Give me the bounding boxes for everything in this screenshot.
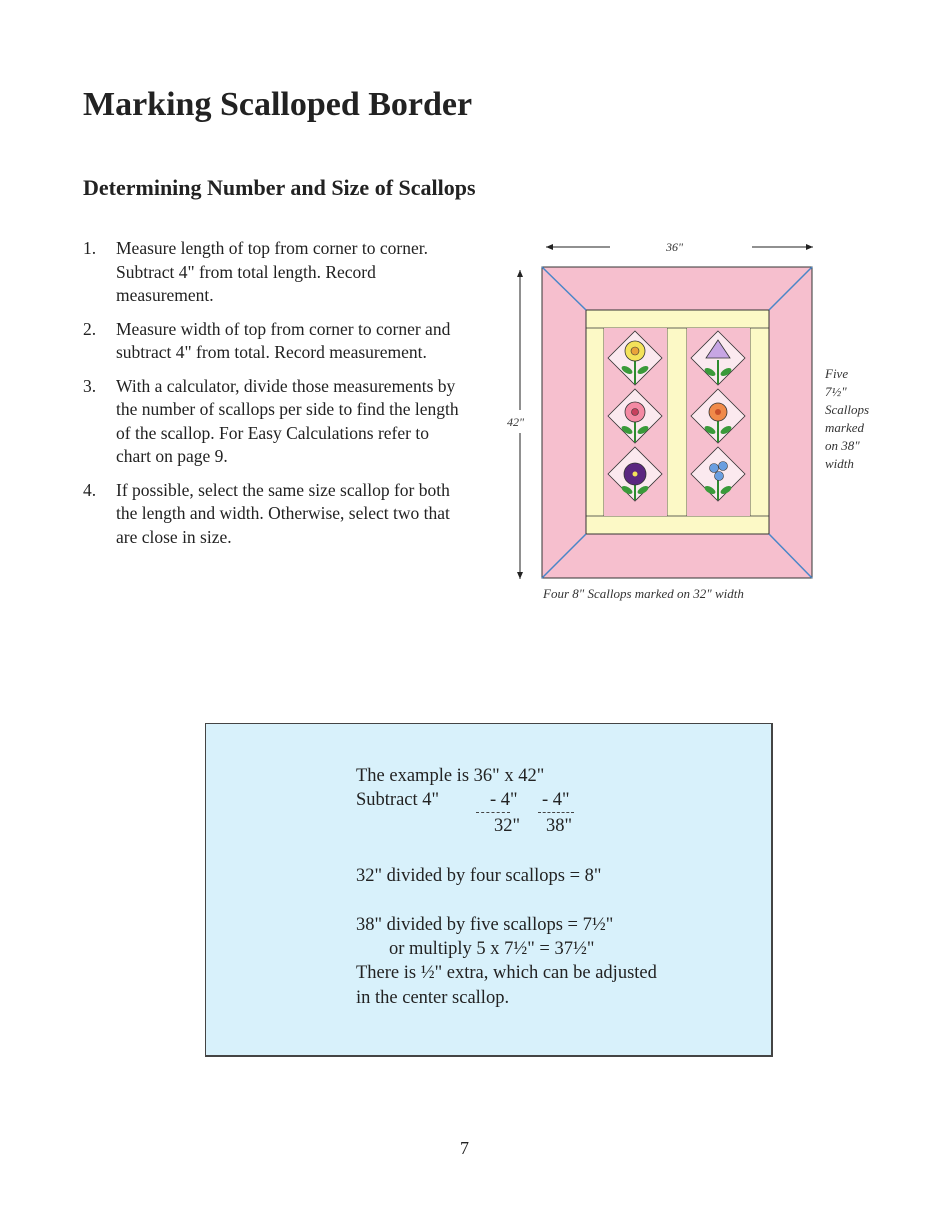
example-subtract-b: - 4" <box>542 790 570 810</box>
example-result-a: 32" <box>494 816 521 836</box>
side-note-line: Five <box>825 366 849 381</box>
side-note-line: width <box>825 456 854 471</box>
step-text: Measure width of top from corner to corner and subtract 4" from total. Record measurement. <box>116 318 451 362</box>
example-result-b: 38" <box>546 816 573 836</box>
quilt-diagram <box>500 235 880 585</box>
example-line: The example is 36" x 42" <box>356 766 545 786</box>
step-item <box>83 318 468 365</box>
example-subtract-a: - 4" <box>490 790 518 810</box>
side-note-line: 7½" <box>825 384 847 399</box>
page-number: 7 <box>460 1138 469 1158</box>
diagram-caption: Four 8" Scallops marked on 32" width <box>543 586 744 601</box>
step-item <box>83 237 468 308</box>
side-note-line: on 38" <box>825 438 860 453</box>
underline-a <box>476 812 510 813</box>
step-item <box>83 479 468 550</box>
example-box <box>205 723 773 1057</box>
step-item <box>83 375 468 469</box>
step-number: 1. <box>83 238 97 258</box>
example-subtract-label: Subtract 4" <box>356 790 440 810</box>
height-label: 42" <box>507 415 525 429</box>
side-note <box>825 365 885 473</box>
example-line: or multiply 5 x 7½" = 37½" <box>389 939 595 959</box>
step-number: 3. <box>83 375 97 396</box>
page-title: Marking Scalloped Border <box>83 86 473 123</box>
example-line: There is ½" extra, which can be adjusted <box>356 963 657 983</box>
step-text: If possible, select the same size scallop for both the length and width. Otherwise, select two that are close in size. <box>116 479 450 547</box>
width-label: 36" <box>666 240 684 254</box>
step-number: 2. <box>83 318 97 339</box>
side-note-line: marked <box>825 420 864 435</box>
underline-b <box>538 812 574 813</box>
example-line: 38" divided by five scallops = 7½" <box>356 915 614 935</box>
side-note-line: Scallops <box>825 402 870 417</box>
step-text: Measure length of top from corner to corner. Subtract 4" from total length. Record measurement. <box>116 238 428 305</box>
step-text: With a calculator, divide those measurements by the number of scallops per side to find the length of the scallop. For Easy Calculations refer to chart on page 9. <box>116 375 459 466</box>
example-line: 32" divided by four scallops = 8" <box>356 866 602 886</box>
example-line: in the center scallop. <box>356 988 510 1008</box>
step-number: 4. <box>83 479 97 500</box>
section-title: Determining Number and Size of Scallops <box>83 175 476 200</box>
steps-list <box>83 237 468 559</box>
